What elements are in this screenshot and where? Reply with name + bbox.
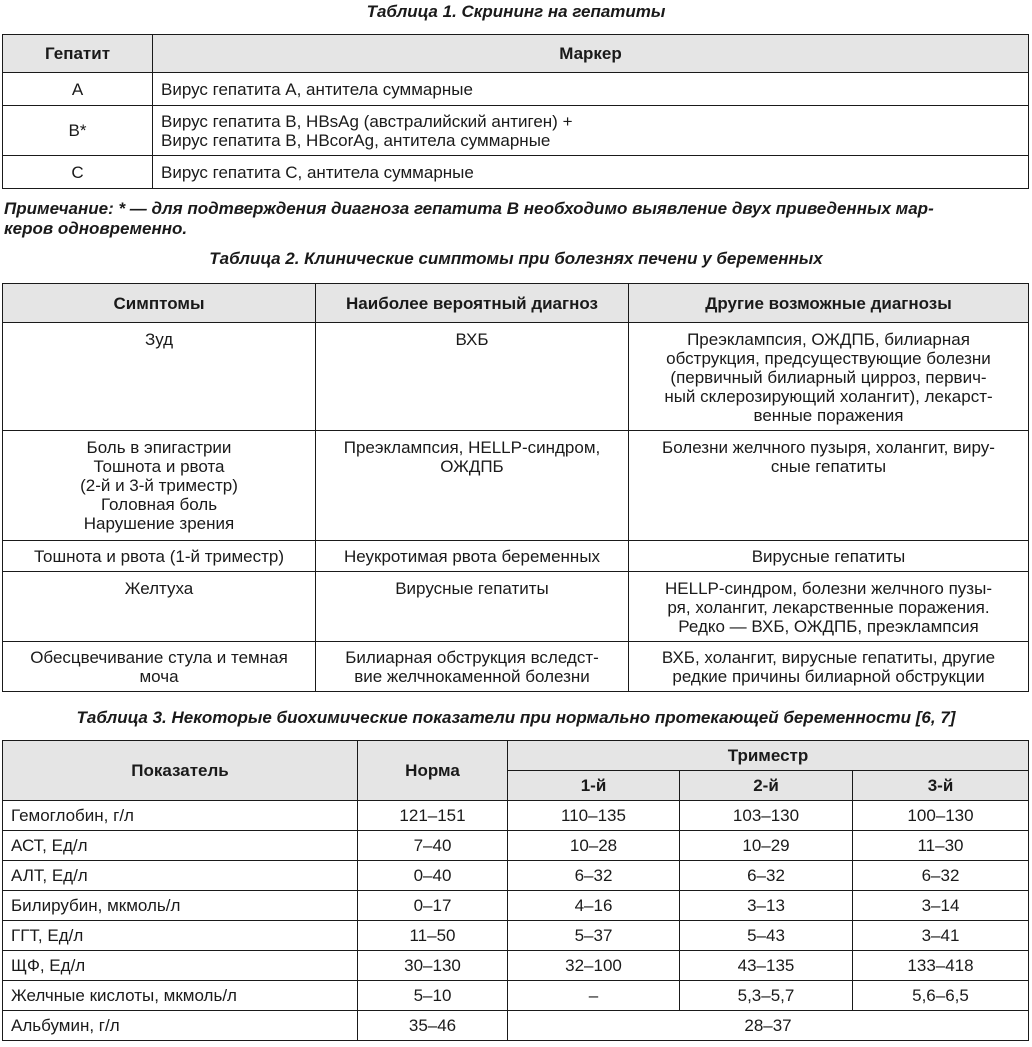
table1 [2, 34, 1029, 189]
likely-diagnosis-cell [316, 323, 629, 431]
table-row [3, 1011, 1029, 1041]
table-row [3, 891, 1029, 921]
cell-line: Вирус гепатита В, HBcorAg, антитела суммарные [161, 130, 551, 150]
cell-line: ный склерозирующий холангит), лекарст- [664, 387, 993, 406]
symptoms-cell [3, 541, 316, 572]
table-row [3, 431, 1029, 541]
norm-cell: 30–130 [358, 951, 508, 981]
cell-line: ря, холангит, лекарственные поражения. [667, 598, 990, 617]
indicator-cell: ГГТ, Ед/л [3, 921, 358, 951]
t1-cell: 32–100 [508, 951, 680, 981]
symptoms-cell [3, 323, 316, 431]
t3-cell: 3–41 [853, 921, 1029, 951]
table-row [3, 323, 1029, 431]
cell-line: Зуд [144, 330, 174, 349]
cell-line: венные поражения [753, 406, 904, 425]
table1-marker-cell: Вирус гепатита С, антитела суммарные [153, 156, 1029, 189]
table2-header-other: Другие возможные диагнозы [629, 284, 1029, 323]
t3-cell: 3–14 [853, 891, 1029, 921]
t1-cell: 10–28 [508, 831, 680, 861]
cell-line: Тошнота и рвота [93, 457, 225, 476]
indicator-cell: Альбумин, г/л [3, 1011, 358, 1041]
t3-cell: 133–418 [853, 951, 1029, 981]
t3-cell: 11–30 [853, 831, 1029, 861]
cell-line: Вирусные гепатиты [751, 546, 906, 566]
t3-cell: 6–32 [853, 861, 1029, 891]
cell-line: вие желчнокаменной болезни [354, 666, 590, 686]
indicator-cell: ЩФ, Ед/л [3, 951, 358, 981]
cell-line: (2-й и 3-й триместр) [80, 476, 238, 495]
cell-line: Билиарная обструкция вследст- [345, 647, 599, 667]
other-diagnoses-cell [629, 642, 1029, 692]
t2-cell: 103–130 [680, 801, 853, 831]
t3-cell: 100–130 [853, 801, 1029, 831]
cell-line: ВХБ [455, 330, 489, 349]
norm-cell: 5–10 [358, 981, 508, 1011]
symptoms-cell [3, 572, 316, 642]
norm-cell: 0–40 [358, 861, 508, 891]
table-row [3, 572, 1029, 642]
table1-caption: Таблица 1. Скрининг на гепатиты [366, 2, 666, 21]
table-row [3, 921, 1029, 951]
t3-cell: 5,6–6,5 [853, 981, 1029, 1011]
cell-line: Преэклампсия, ОЖДПБ, билиарная [687, 330, 970, 349]
t1-cell: 110–135 [508, 801, 680, 831]
norm-cell: 11–50 [358, 921, 508, 951]
t1-cell: 6–32 [508, 861, 680, 891]
norm-cell: 7–40 [358, 831, 508, 861]
t2-cell: 3–13 [680, 891, 853, 921]
cell-line: ОЖДПБ [440, 457, 504, 476]
likely-diagnosis-cell [316, 431, 629, 541]
t1-cell: 5–37 [508, 921, 680, 951]
table1-header-hepatitis: Гепатит [3, 35, 153, 73]
table3 [2, 740, 1029, 1041]
table-row [3, 801, 1029, 831]
note-line: Примечание: * — для подтверждения диагноза гепатита В необходимо выявление двух приведенных мар- [4, 199, 934, 218]
cell-line: (первичный билиарный цирроз, первич- [670, 368, 987, 387]
indicator-cell: Гемоглобин, г/л [3, 801, 358, 831]
table1-hep-cell: В* [3, 106, 153, 156]
likely-diagnosis-cell [316, 572, 629, 642]
table2-header-likely: Наиболее вероятный диагноз [316, 284, 629, 323]
cell-line: HELLP-синдром, болезни желчного пузы- [665, 579, 992, 598]
symptoms-cell [3, 642, 316, 692]
table2 [2, 283, 1029, 692]
cell-line: Желтуха [124, 579, 194, 598]
table1-marker-cell: Вирус гепатита А, антитела суммарные [153, 73, 1029, 106]
cell-line: Тошнота и рвота (1-й триместр) [33, 546, 285, 566]
cell-line: Неукротимая рвота беременных [343, 546, 601, 566]
table2-caption: Таблица 2. Клинические симптомы при болезнях печени у беременных [209, 249, 823, 268]
note-line: керов одновременно. [4, 219, 188, 238]
table1-marker-cell [153, 106, 1029, 156]
table-row [3, 981, 1029, 1011]
table-row [3, 861, 1029, 891]
table3-header-t1: 1-й [508, 771, 680, 801]
cell-line: Вирусные гепатиты [395, 579, 549, 598]
table1-header-marker: Маркер [153, 35, 1029, 73]
norm-cell: 121–151 [358, 801, 508, 831]
table3-header-t2: 2-й [680, 771, 853, 801]
cell-line: Обесцвечивание стула и темная [30, 647, 288, 667]
norm-cell: 35–46 [358, 1011, 508, 1041]
t1-cell: 4–16 [508, 891, 680, 921]
cell-line: моча [139, 666, 179, 686]
cell-line: Вирус гепатита В, HBsAg (австралийский антиген) + [161, 111, 573, 131]
symptoms-cell [3, 431, 316, 541]
indicator-cell: Желчные кислоты, мкмоль/л [3, 981, 358, 1011]
other-diagnoses-cell [629, 431, 1029, 541]
table3-header-indicator: Показатель [3, 741, 358, 801]
indicator-cell: Билирубин, мкмоль/л [3, 891, 358, 921]
cell-line: редкие причины билиарной обструкции [672, 666, 985, 686]
table3-header-trimester: Триместр [508, 741, 1029, 771]
table3-header-t3: 3-й [853, 771, 1029, 801]
table-row [3, 156, 1029, 189]
table1-hep-cell: А [3, 73, 153, 106]
likely-diagnosis-cell [316, 642, 629, 692]
table-row [3, 541, 1029, 572]
cell-line: обструкция, предсуществующие болезни [666, 349, 991, 368]
t2-cell: 5,3–5,7 [680, 981, 853, 1011]
table-row [3, 951, 1029, 981]
likely-diagnosis-cell [316, 541, 629, 572]
other-diagnoses-cell [629, 323, 1029, 431]
indicator-cell: АЛТ, Ед/л [3, 861, 358, 891]
cell-line: Нарушение зрения [83, 514, 235, 533]
other-diagnoses-cell [629, 572, 1029, 642]
t2-cell: 10–29 [680, 831, 853, 861]
cell-line: Головная боль [100, 495, 218, 514]
indicator-cell: АСТ, Ед/л [3, 831, 358, 861]
cell-line: сные гепатиты [770, 457, 887, 476]
cell-line: Болезни желчного пузыря, холангит, виру- [662, 438, 995, 457]
table3-header-norm: Норма [358, 741, 508, 801]
table-row [3, 831, 1029, 861]
table-row [3, 73, 1029, 106]
table1-note [4, 199, 1024, 239]
table3-caption: Таблица 3. Некоторые биохимические показатели при нормально протекающей беременности [6, 7] [76, 708, 956, 727]
all-trimesters-cell: 28–37 [508, 1011, 1029, 1041]
t2-cell: 43–135 [680, 951, 853, 981]
table2-header-symptoms: Симптомы [3, 284, 316, 323]
norm-cell: 0–17 [358, 891, 508, 921]
t1-cell: – [508, 981, 680, 1011]
cell-line: Боль в эпигастрии [86, 438, 232, 457]
table-row [3, 642, 1029, 692]
other-diagnoses-cell [629, 541, 1029, 572]
t2-cell: 5–43 [680, 921, 853, 951]
cell-line: Преэклампсия, HELLP-синдром, [343, 438, 601, 457]
cell-line: ВХБ, холангит, вирусные гепатиты, другие [661, 647, 996, 667]
table-row [3, 106, 1029, 156]
table1-hep-cell: С [3, 156, 153, 189]
t2-cell: 6–32 [680, 861, 853, 891]
cell-line: Редко — ВХБ, ОЖДПБ, преэклампсия [678, 617, 979, 636]
